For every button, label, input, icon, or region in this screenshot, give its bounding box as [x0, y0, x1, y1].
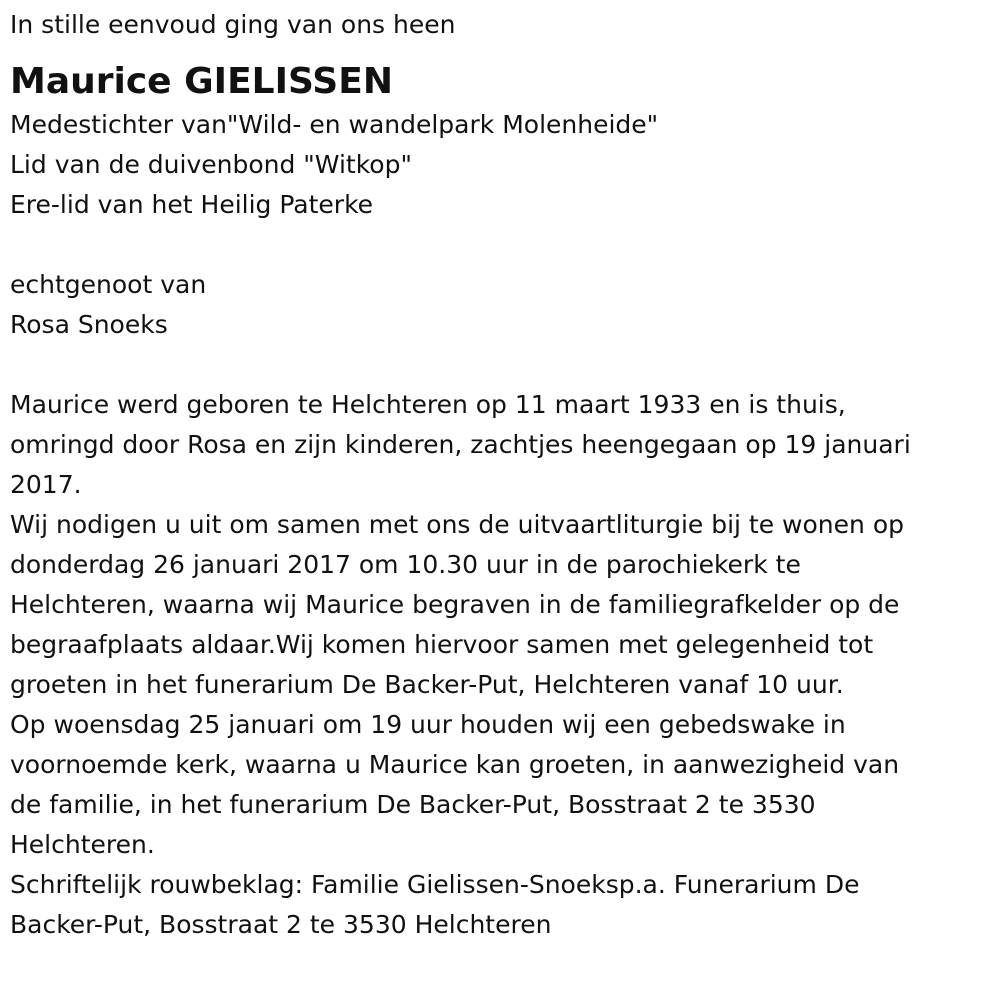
text-line: omringd door Rosa en zijn kinderen, zachtjes heengegaan op 19 januari — [10, 430, 911, 459]
obituary-notice — [10, 5, 990, 945]
title-line: Medestichter van"Wild- en wandelpark Molenheide" — [10, 110, 659, 139]
announcement-text — [10, 385, 990, 945]
text-line: de familie, in het funerarium De Backer-Put, Bosstraat 2 te 3530 — [10, 790, 816, 819]
text-line: Helchteren, waarna wij Maurice begraven in de familiegrafkelder op de — [10, 590, 900, 619]
text-line: Wij nodigen u uit om samen met ons de uitvaartliturgie bij te wonen op — [10, 510, 904, 539]
text-line: groeten in het funerarium De Backer-Put, Helchteren vanaf 10 uur. — [10, 670, 844, 699]
text-line: voornoemde kerk, waarna u Maurice kan groeten, in aanwezigheid van — [10, 750, 900, 779]
title-line: Lid van de duivenbond "Witkop" — [10, 150, 412, 179]
text-line: donderdag 26 januari 2017 om 10.30 uur in de parochiekerk te — [10, 550, 801, 579]
text-line: Backer-Put, Bosstraat 2 te 3530 Helchteren — [10, 910, 552, 939]
text-line: Helchteren. — [10, 830, 155, 859]
title-line: Ere-lid van het Heilig Paterke — [10, 190, 374, 219]
spouse-name: Rosa Snoeks — [10, 310, 168, 339]
deceased-name: Maurice GIELISSEN — [10, 61, 393, 102]
text-line: Schriftelijk rouwbeklag: Familie Gielissen-Snoeksp.a. Funerarium De — [10, 870, 860, 899]
spouse-label: echtgenoot van — [10, 270, 207, 299]
blank-line — [10, 225, 990, 265]
intro-line: In stille eenvoud ging van ons heen — [10, 10, 456, 39]
blank-line — [10, 345, 990, 385]
text-line: begraafplaats aldaar.Wij komen hiervoor samen met gelegenheid tot — [10, 630, 874, 659]
text-line: 2017. — [10, 470, 82, 499]
text-line: Op woensdag 25 januari om 19 uur houden wij een gebedswake in — [10, 710, 846, 739]
text-line: Maurice werd geboren te Helchteren op 11 maart 1933 en is thuis, — [10, 390, 846, 419]
